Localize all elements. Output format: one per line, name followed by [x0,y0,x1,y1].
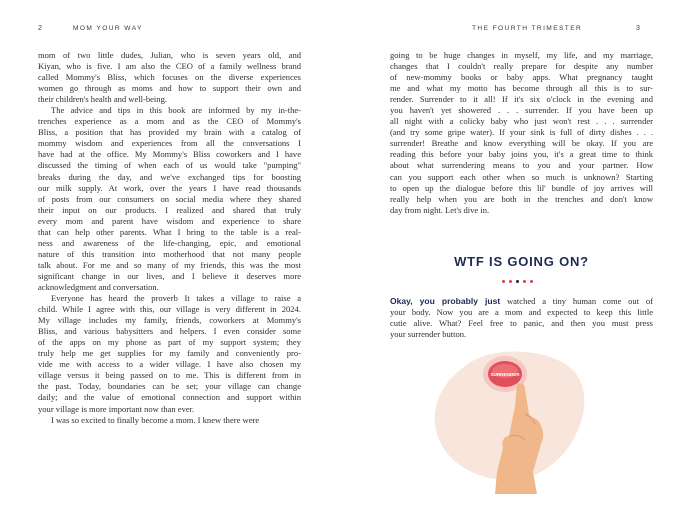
text-line: me and what my motto has become through all this is to sur- [390,83,653,94]
text-line: discussed the timing of when each of us would take "pumping" [38,160,301,171]
text-line: My village includes my family, friends, coworkers at Mommy's [38,315,301,326]
heading-dots [502,280,533,283]
dot-3 [516,280,519,283]
text-line: child. While I agree with this, our village is very different in 2024. [38,304,301,315]
text-line: breaks during the day, and we've exchanged tips for boosting [38,171,301,182]
right-running-head: THE FOURTH TRIMESTER [472,25,583,32]
text-line: changes that I couldn't really prepare for despite any number [390,61,653,72]
section-paragraph [390,296,653,340]
text-line: daily; and the value of emotional connection and support within [38,392,301,403]
section-line-4: your surrender button. [390,329,467,340]
text-line: of posts from our consumers on social media where they shared [38,193,301,204]
text-line: your village is more important now than ever. [38,403,195,414]
page-number: 2 [38,25,42,32]
text-line: truly help me get supplies for my family and conveniently pro- [38,348,301,359]
text-line: going to be huge changes in myself, my life, and my marriage, [390,50,653,60]
text-line: day from night. Let's dive in. [390,204,490,215]
text-line: I was so excited to finally become a mom. I knew there were [51,414,260,425]
text-line: nature of this transition into motherhood that not many people [38,248,301,259]
dot-5 [530,280,533,283]
text-line: surrender! Breathe and know everything will be okay. If you are [390,138,653,149]
text-line: render. Surrender to it all! If it's six o'clock in the evening and [390,94,653,105]
text-line: every mom and parent have wisdom and experience to share [38,215,301,226]
text-line: all night with a colicky baby who just won't rest . . . surrender [390,116,653,127]
text-line: about what surrendering means to you and your partner. How [390,160,653,171]
text-line: mom of two little dudes, Julian, who is seven years old, and [38,50,301,60]
text-line: have had at the office. My Mommy's Bliss coworkers and I have [38,149,301,160]
left-running-head: MOM YOUR WAY [73,25,143,32]
left-page-number [38,25,42,32]
page-number: 3 [636,25,640,32]
text-line: their input on our products. I realized and shared that truly [38,204,301,215]
text-line: (and try some gripe water). If your sink is full of dirty dishes . . . [390,127,653,138]
section-line-1-text: watched a tiny human come out of [500,296,653,306]
text-line: the past. Today, boundaries can be set; your village can change [38,381,301,392]
dot-1 [502,280,505,283]
text-line: can you support each other when so much is unknown? Starting [390,171,653,182]
dot-2 [509,280,512,283]
section-line-1 [390,296,653,307]
text-line: called Mommy's Bliss, which focuses on the diverse experiences [38,72,301,83]
right-body-text [390,50,653,216]
text-line: The advice and tips in this book are informed by my in-the- [51,105,301,116]
text-line: vide me with access to a wider village. I have also chosen my [38,359,301,370]
button-label: SURRENDER [490,372,520,377]
text-line: to open up the dialogue before this lil' bundle of joy arrives will [390,182,653,193]
section-intro-bold: Okay, you probably just [390,296,501,306]
text-line: trenches experience as a mom and as the CEO of Mommy's [38,116,301,127]
section-line-3: cutie alive. What? Feel free to panic, and then you must press [390,318,653,329]
text-line: village versus it being passed on to me. This is different from in [38,370,301,381]
section-line-2: your body. Now you are a mom and expected to keep this little [390,307,653,318]
text-line: of new-mommy books or baby apps. What pregnancy taught [390,72,653,83]
text-line: that can help other parents. What I bring to the table is a real- [38,226,301,237]
text-line: Bliss, a position that has provided my brain with a catalog of [38,127,301,138]
text-line: reading this before your baby joins you, it's a great time to think [390,149,653,160]
text-line: you haven't yet showered . . . surrender. If you have been up [390,105,653,116]
right-page-number [636,25,640,32]
text-line: ness and awareness of the life-changing, epic, and emotional [38,237,301,248]
text-line: their children's health and well-being. [38,94,167,105]
text-line: our milk supply. At work, over the years I have read thousands [38,182,301,193]
text-line: of the apps on my phone as part of my support system; they [38,337,301,348]
surrender-illustration [425,344,595,494]
left-page [0,0,339,509]
section-heading: WTF IS GOING ON? [454,254,589,269]
text-line: acknowledgment and conversation. [38,281,159,292]
text-line: talk about. For me and so many of my friends, this was the most [38,259,301,270]
text-line: mommy wisdom and experiences from all the conversations I [38,138,301,149]
text-line: really help when you are both in the trenches and don't know [390,193,653,204]
left-body-text [38,50,301,426]
text-line: Everyone has heard the proverb It takes a village to raise a [51,293,301,304]
text-line: significant change in our lives, and I believe it deserves more [38,270,301,281]
text-line: Bliss, and various babysitters and helpers. I even consider some [38,326,301,337]
text-line: Kiyan, who is five. I am also the CEO of a family wellness brand [38,61,301,72]
dot-4 [523,280,526,283]
text-line: women go through as moms and how to support their own and [38,83,301,94]
right-page [340,0,679,509]
